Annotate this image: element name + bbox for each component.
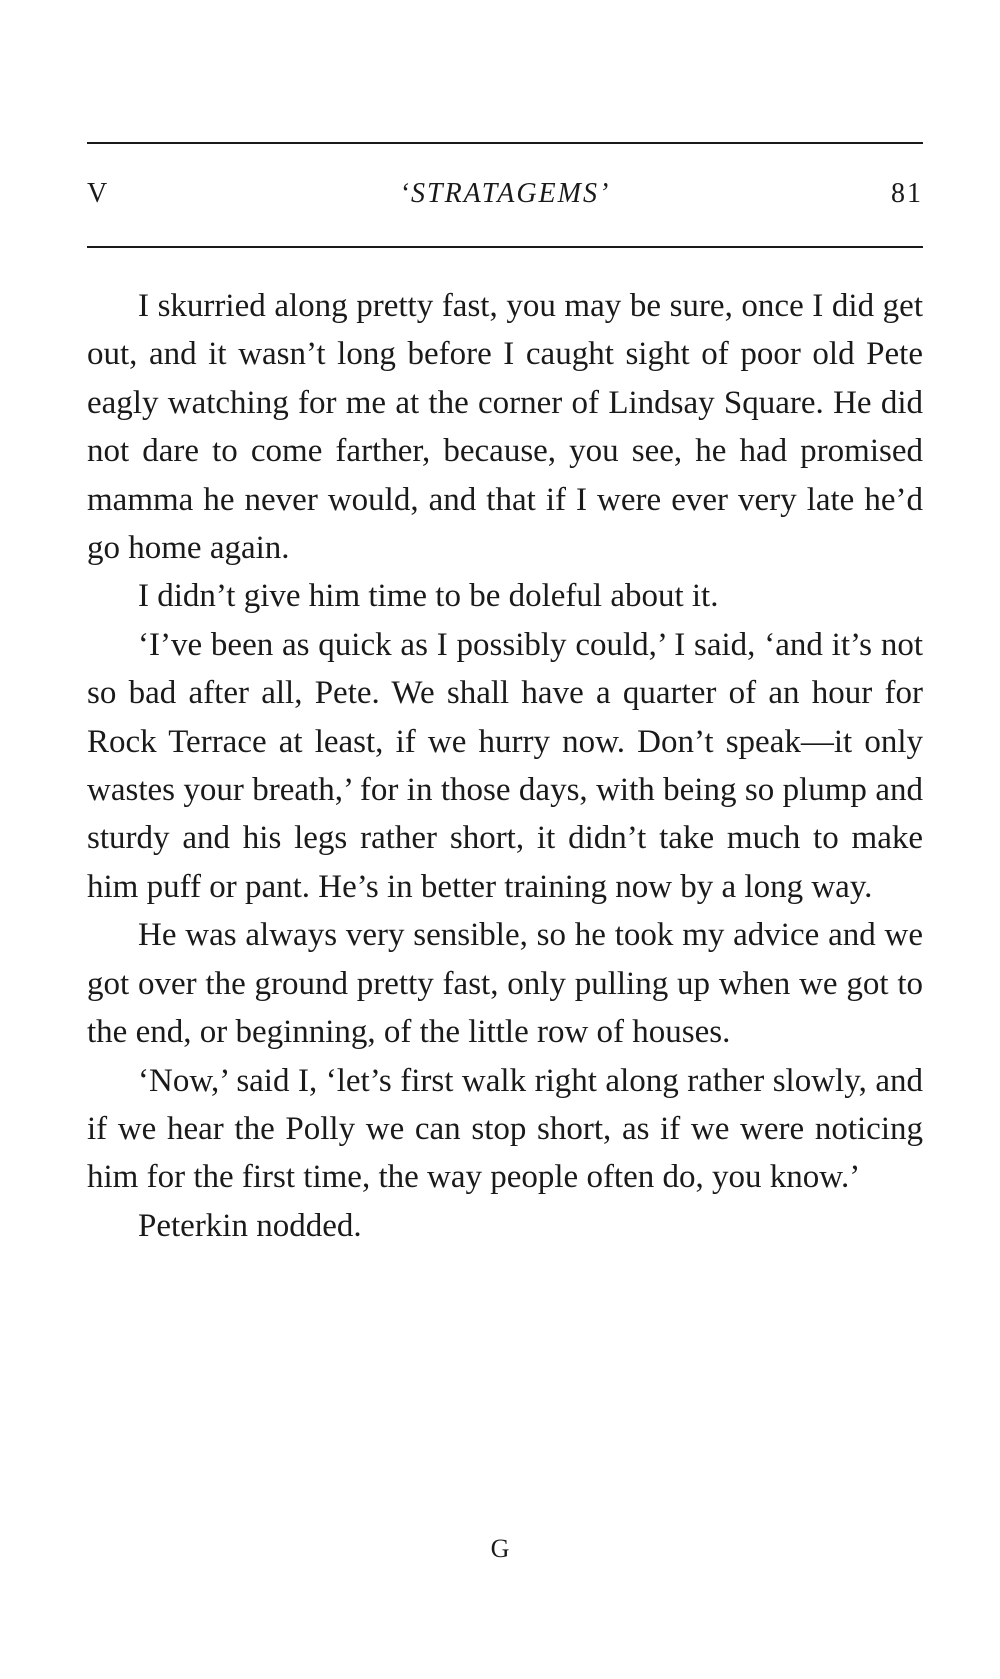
- paragraph: ‘Now,’ said I, ‘let’s first walk right along rather slowly, and if we hear the Polly we can stop short, as if we were noticing him for the first time, the way people often do, you know.’: [87, 1062, 923, 1196]
- page-number: 81: [891, 178, 923, 209]
- body-text: [87, 282, 923, 1250]
- header-bottom-rule: [87, 246, 923, 248]
- paragraph: ‘I’ve been as quick as I possibly could,’ I said, ‘and it’s not so bad after all, Pete. We shall have a quarter of an hour for Rock Terrace at least, if we hurry now. Don’t speak—it only wastes your breath,’ for in those days, with being so plump and sturdy and his legs rather short, it didn’t take much to make him puff or pant. He’s in better training now by a long way.: [87, 626, 923, 905]
- signature-mark: G: [490, 1534, 510, 1563]
- running-header: [87, 174, 923, 214]
- paragraph: He was always very sensible, so he took my advice and we got over the ground pretty fast, only pulling up when we got to the end, or beginning, of the little row of houses.: [87, 917, 923, 1051]
- paragraph: Peterkin nodded.: [138, 1207, 362, 1244]
- section-number: V: [87, 178, 108, 209]
- paragraph: I skurried along pretty fast, you may be sure, once I did get out, and it wasn’t long before I caught sight of poor old Pete eagly watching for me at the corner of Lindsay Square. He did not dare to come farther, because, you see, he had promised mamma he never would, and that if I were ever very late he’d go home again.: [87, 288, 923, 567]
- running-title: ‘STRATAGEMS’: [399, 178, 611, 209]
- header-top-rule: [87, 142, 923, 144]
- paragraph: I didn’t give him time to be doleful about it.: [138, 578, 719, 615]
